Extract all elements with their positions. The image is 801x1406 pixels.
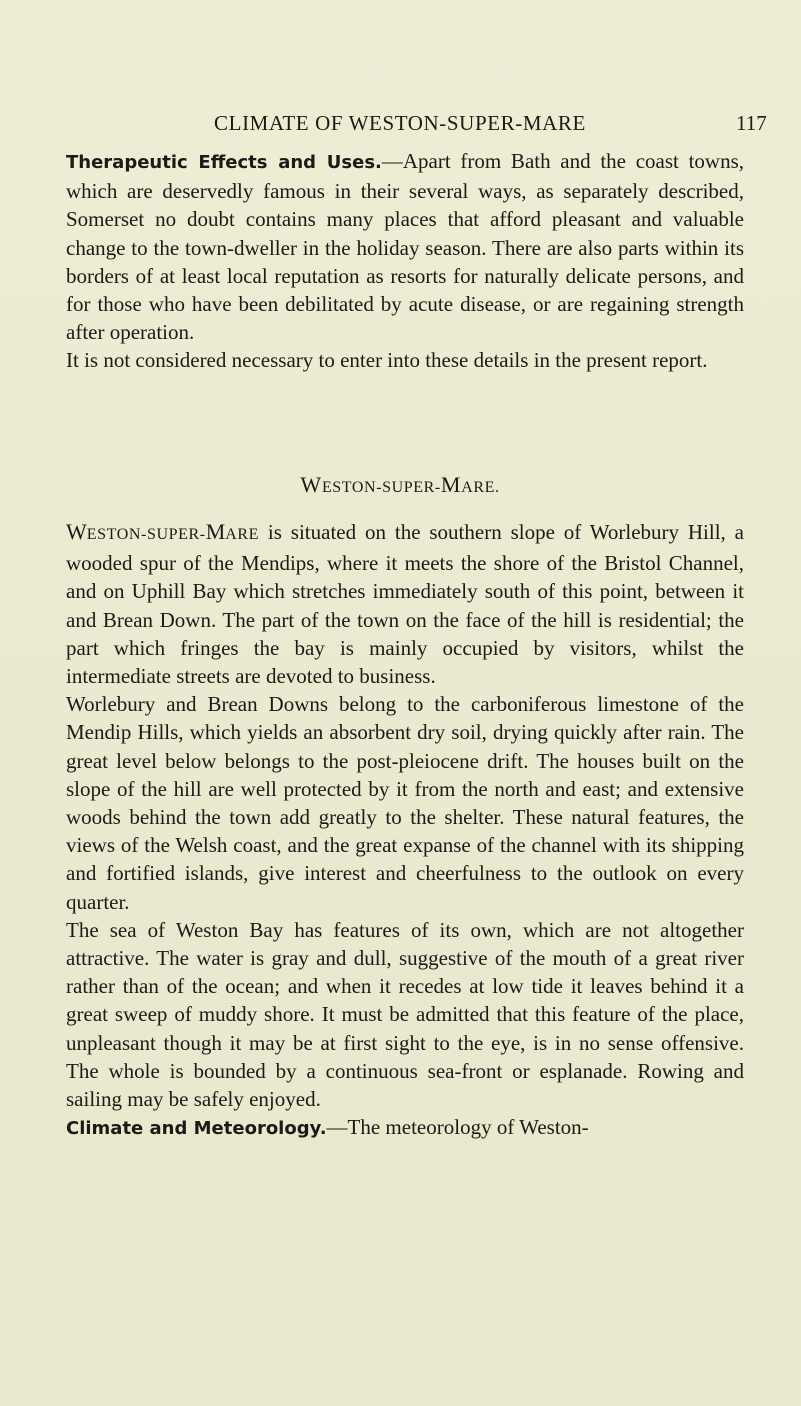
paragraph	[66, 690, 744, 916]
lead-in-heading: Therapeutic Effects and Uses.	[66, 152, 382, 173]
heading-small-caps: ARE.	[461, 479, 500, 496]
opening-cap: M	[205, 519, 226, 544]
paragraph	[66, 346, 744, 374]
paragraph-text: is situated on the southern slope of Worlebury Hill, a wooded spur of the Mendips, where it meets the shore of the Bristol Channel, and on Uphill Bay which stretches immediately south of this point, between it and Brean Down. The part of the town on the face of the hill is residential; the part which fringes the bay is mainly occupied by visitors, whilst the intermediate streets are devoted to business.	[66, 520, 744, 689]
opening-small-caps: ESTON-SUPER-	[86, 526, 206, 543]
paragraph-text: —The meteorology of Weston-	[326, 1115, 589, 1140]
heading-cap: M	[440, 472, 462, 497]
therapeutic-effects-section	[66, 147, 744, 375]
paragraph	[66, 147, 744, 346]
page-number: 117	[736, 111, 767, 135]
paragraph-text: It is not considered necessary to enter into these details in the present report.	[66, 348, 708, 373]
running-title: CLIMATE OF WESTON-SUPER-MARE	[214, 111, 586, 135]
paragraph	[66, 518, 744, 690]
weston-section	[66, 518, 744, 1143]
heading-cap: W	[300, 472, 322, 497]
opening-small-caps: ARE	[225, 526, 260, 543]
paragraph-text: The sea of Weston Bay has features of its own, which are not altogether attractive. The water is gray and dull, suggestive of the mouth of a great river rather than of the ocean; and when it recedes at low tide it leaves behind it a great sweep of muddy shore. It must be admitted that this feature of the place, unpleasant though it may be at first sight to the eye, is in no sense offensive. The whole is bounded by a continuous sea-front or esplanade. Rowing and sailing may be safely enjoyed.	[66, 917, 744, 1112]
section-heading	[100, 472, 700, 501]
paragraph	[66, 1113, 744, 1143]
paragraph	[66, 916, 744, 1113]
paragraph-text: —Apart from Bath and the coast towns, which are deservedly famous in their several ways, as separately described, Somerset no doubt contains many places that afford pleasant and valuable change to the town-dweller in the holiday season. There are also parts within its borders of at least local reputation as resorts for naturally delicate persons, and for those who have been debilitated by acute disease, or are regaining strength after operation.	[66, 149, 745, 345]
heading-small-caps: ESTON-SUPER-	[321, 479, 441, 496]
lead-in-heading: Climate and Meteorology.	[66, 1118, 327, 1140]
paragraph-text: Worlebury and Brean Downs belong to the carboniferous limestone of the Mendip Hills, which yields an absorbent dry soil, drying quickly after rain. The great level below belongs to the post-pleiocene drift. The houses built on the slope of the hill are well protected by it from the north and east; and extensive woods behind the town add greatly to the shelter. These natural features, the views of the Welsh coast, and the great expanse of the channel with its shipping and fortified islands, give interest and cheerfulness to the outlook on every quarter.	[66, 692, 744, 914]
opening-cap: W	[66, 519, 87, 544]
